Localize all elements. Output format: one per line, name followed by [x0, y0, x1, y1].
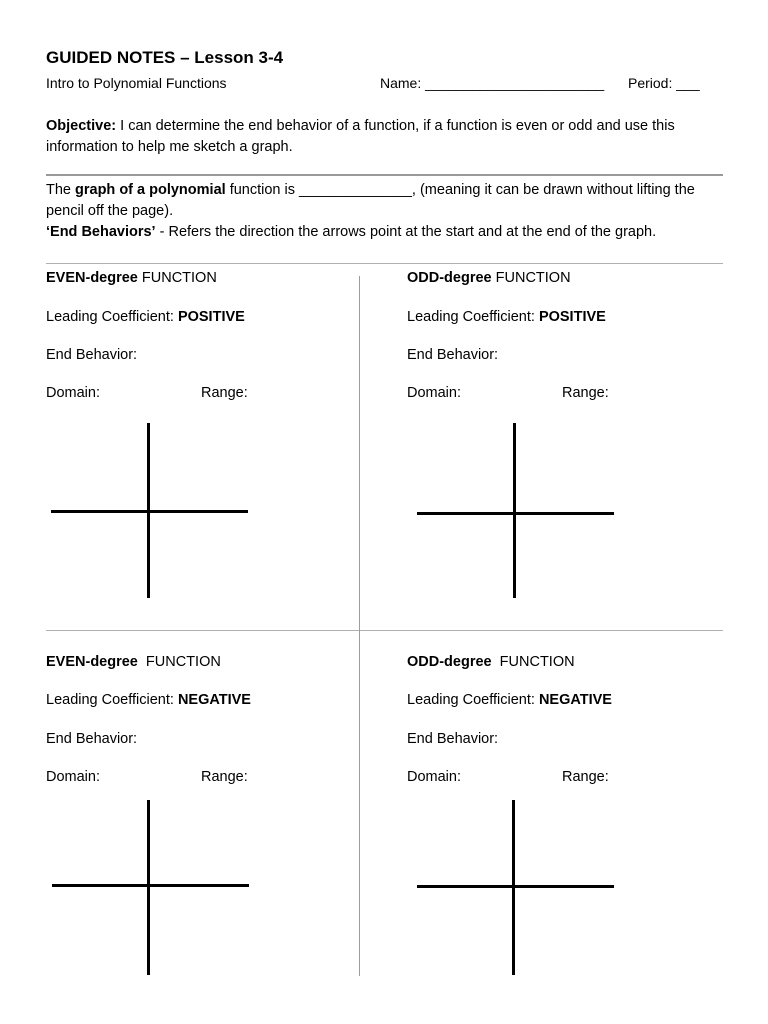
end-behaviors-label: ‘End Behaviors’: [46, 224, 156, 240]
y-axis: [147, 423, 150, 598]
degree-label: ODD-degree: [407, 654, 492, 670]
end-behavior-label: End Behavior:: [46, 731, 138, 747]
divider: [46, 263, 723, 264]
intro-post: function is ______________, (meaning it can be drawn without lifting the pencil off the page).: [46, 182, 695, 219]
leading-coefficient: [46, 692, 251, 708]
function-type: [46, 654, 221, 670]
function-type: [407, 654, 575, 670]
end-behaviors-text: - Refers the direction the arrows point at the start and at the end of the graph.: [155, 224, 657, 240]
domain-label: Domain:: [407, 769, 461, 785]
lc-label: Leading Coefficient:: [46, 309, 178, 325]
y-axis: [513, 423, 516, 598]
range-label: Range:: [562, 385, 609, 401]
lc-value: POSITIVE: [177, 309, 245, 325]
objective-label: Objective:: [46, 118, 117, 134]
range-label: Range:: [201, 385, 248, 401]
degree-label: ODD-degree: [407, 270, 492, 286]
x-axis: [52, 884, 249, 887]
leading-coefficient: [407, 309, 606, 325]
range-label: Range:: [562, 769, 609, 785]
period-field[interactable]: Period: ___: [628, 75, 700, 91]
function-label: FUNCTION: [491, 654, 575, 670]
function-label: FUNCTION: [137, 654, 221, 670]
function-type: [46, 270, 217, 286]
divider: [46, 174, 723, 176]
domain-label: Domain:: [407, 385, 461, 401]
function-type: [407, 270, 571, 286]
end-behavior-label: End Behavior:: [46, 347, 138, 363]
leading-coefficient: [46, 309, 245, 325]
intro-paragraph: [46, 180, 736, 243]
y-axis: [512, 800, 515, 975]
divider: [46, 630, 723, 631]
lc-value: NEGATIVE: [177, 692, 251, 708]
degree-label: EVEN-degree: [46, 270, 138, 286]
objective-text: I can determine the end behavior of a function, if a function is even or odd and use this information to help me sketch a graph.: [46, 118, 675, 155]
intro-pre: The: [46, 182, 76, 198]
intro-bold: graph of a polynomial: [75, 182, 226, 198]
function-label: FUNCTION: [491, 270, 571, 286]
function-label: FUNCTION: [137, 270, 217, 286]
lc-value: NEGATIVE: [538, 692, 612, 708]
column-divider: [359, 276, 360, 976]
domain-label: Domain:: [46, 385, 100, 401]
y-axis: [147, 800, 150, 975]
degree-label: EVEN-degree: [46, 654, 138, 670]
lc-label: Leading Coefficient:: [46, 692, 178, 708]
x-axis: [417, 885, 614, 888]
end-behavior-label: End Behavior:: [407, 731, 499, 747]
lc-value: POSITIVE: [538, 309, 606, 325]
objective: [46, 116, 736, 158]
end-behavior-label: End Behavior:: [407, 347, 499, 363]
leading-coefficient: [407, 692, 612, 708]
lc-label: Leading Coefficient:: [407, 309, 539, 325]
range-label: Range:: [201, 769, 248, 785]
name-field[interactable]: Name: _______________________: [380, 75, 605, 91]
page-title: GUIDED NOTES – Lesson 3-4: [46, 48, 284, 67]
domain-label: Domain:: [46, 769, 100, 785]
page-subtitle: Intro to Polynomial Functions: [46, 75, 227, 91]
lc-label: Leading Coefficient:: [407, 692, 539, 708]
